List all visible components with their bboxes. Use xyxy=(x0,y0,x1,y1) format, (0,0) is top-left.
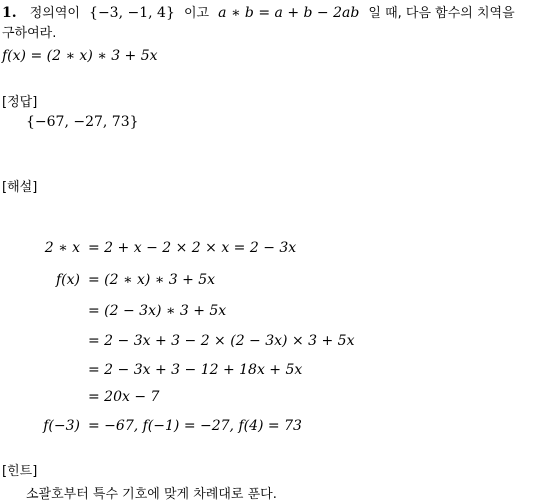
derivation-rhs: = (2 ∗ x) ∗ 3 + 5x xyxy=(88,272,216,288)
hint-heading: [힌트] xyxy=(2,464,38,479)
derivation-rhs: = 2 + x − 2 × 2 × x = 2 − 3x xyxy=(88,240,297,256)
hint-text: 소괄호부터 특수 기호에 맞게 차례대로 푼다. xyxy=(26,487,277,502)
derivation-rhs: = (2 − 3x) ∗ 3 + 5x xyxy=(88,303,227,319)
answer-value: {−67, −27, 73} xyxy=(26,114,139,130)
solution-derivation xyxy=(0,240,534,440)
domain-set: {−3, −1, 4} xyxy=(89,5,175,21)
problem-text-2: 이고 xyxy=(183,6,210,21)
problem-number: 1. xyxy=(2,5,17,21)
function-definition: f(x) = (2 ∗ x) ∗ 3 + 5x xyxy=(2,48,158,64)
derivation-rhs: = 2 − 3x + 3 − 2 × (2 − 3x) × 3 + 5x xyxy=(88,333,355,349)
derivation-rhs: = 20x − 7 xyxy=(88,389,160,405)
derivation-rhs: = −67, f(−1) = −27, f(4) = 73 xyxy=(88,418,302,434)
answer-heading: [정답] xyxy=(2,95,38,110)
derivation-lhs: f(x) xyxy=(55,272,80,288)
derivation-row xyxy=(0,418,534,438)
derivation-row xyxy=(0,389,534,409)
derivation-row xyxy=(0,240,534,260)
derivation-row xyxy=(0,333,534,353)
derivation-row xyxy=(0,362,534,382)
derivation-lhs: 2 ∗ x xyxy=(44,240,80,256)
problem-line-1 xyxy=(2,2,515,22)
derivation-rhs: = 2 − 3x + 3 − 12 + 18x + 5x xyxy=(88,362,303,378)
solution-heading: [해설] xyxy=(2,180,38,195)
problem-text-3: 일 때, 다음 함수의 치역을 xyxy=(368,6,515,21)
problem-line-2: 구하여라. xyxy=(2,26,57,41)
derivation-row xyxy=(0,272,534,292)
operation-definition: a ∗ b = a + b − 2ab xyxy=(218,5,360,21)
problem-text-1: 정의역이 xyxy=(29,6,80,21)
derivation-row xyxy=(0,303,534,323)
derivation-lhs: f(−3) xyxy=(43,418,80,434)
